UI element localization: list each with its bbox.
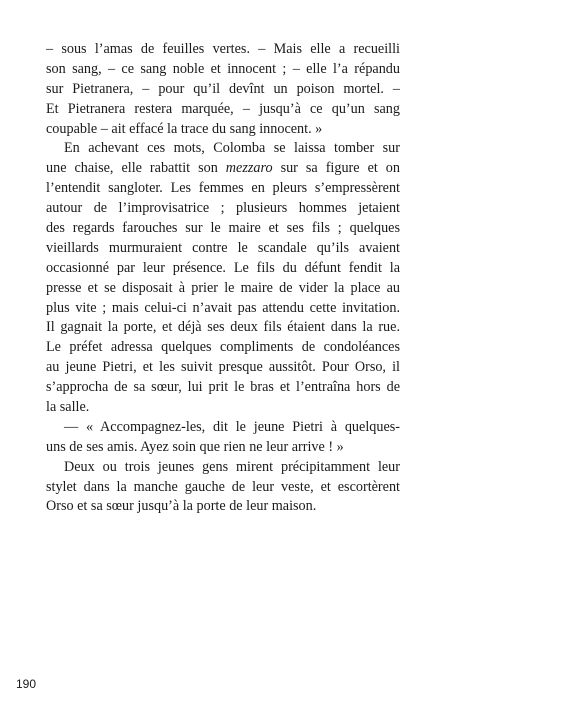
text-line: l’entendit sangloter. Les femmes en pleurs s’empressèrent xyxy=(46,180,400,197)
text-line: vieillards murmuraient contre le scandale qu’ils avaient xyxy=(46,239,400,256)
text-line: sur Pietranera, – pour qu’il devînt un poison mortel. – xyxy=(46,80,400,97)
paragraph-first-line: — « Accompagnez-les, dit le jeune Pietri à quelques- xyxy=(64,418,400,435)
text-line: – sous l’amas de feuilles vertes. – Mais elle a recueilli xyxy=(46,41,400,57)
text-line: Le préfet adressa quelques compliments de condoléances xyxy=(46,339,400,356)
text-line: Il gagnait la porte, et déjà ses deux fils étaient dans la rue. xyxy=(46,319,400,336)
text-line: son sang, – ce sang noble et innocent ; – elle l’a répandu xyxy=(46,60,400,77)
text-line-with-italic: une chaise, elle rabattit son mezzaro sur sa figure et on xyxy=(46,160,400,177)
text-line: plus vite ; mais celui-ci n’avait pas attendu cette invitation. xyxy=(46,299,400,316)
text-line: Orso et sa sœur jusqu’à la porte de leur maison. xyxy=(46,498,317,515)
text-line: Et Pietranera restera marquée, – jusqu’à ce qu’un sang xyxy=(46,100,400,117)
body-text xyxy=(46,40,400,517)
text-line: presse et se disposait à prier le maire de vider la place au xyxy=(46,279,400,296)
text-line: occasionné par leur présence. Le fils du défunt fendit la xyxy=(46,259,400,276)
text-line: s’approcha de sa sœur, lui prit le bras et l’entraîna hors de xyxy=(46,379,400,396)
text-line: coupable – ait effacé la trace du sang innocent. » xyxy=(46,120,323,137)
text-line: stylet dans la manche gauche de leur veste, et escortèrent xyxy=(46,478,400,495)
page-number: 190 xyxy=(16,677,37,691)
paragraph-first-line: En achevant ces mots, Colomba se laissa tomber sur xyxy=(64,140,400,157)
text-line: autour de l’improvisatrice ; plusieurs hommes jetaient xyxy=(46,200,400,217)
text-line: la salle. xyxy=(46,399,90,416)
paragraph-first-line: Deux ou trois jeunes gens mirent précipitamment leur xyxy=(64,458,400,475)
text-line: des regards farouches sur le maire et ses fils ; quelques xyxy=(46,220,400,237)
italic-word: mezzaro xyxy=(225,160,273,177)
text-line: au jeune Pietri, et les suivit presque aussitôt. Pour Orso, il xyxy=(46,359,400,376)
text-line: uns de ses amis. Ayez soin que rien ne leur arrive ! » xyxy=(46,438,344,455)
